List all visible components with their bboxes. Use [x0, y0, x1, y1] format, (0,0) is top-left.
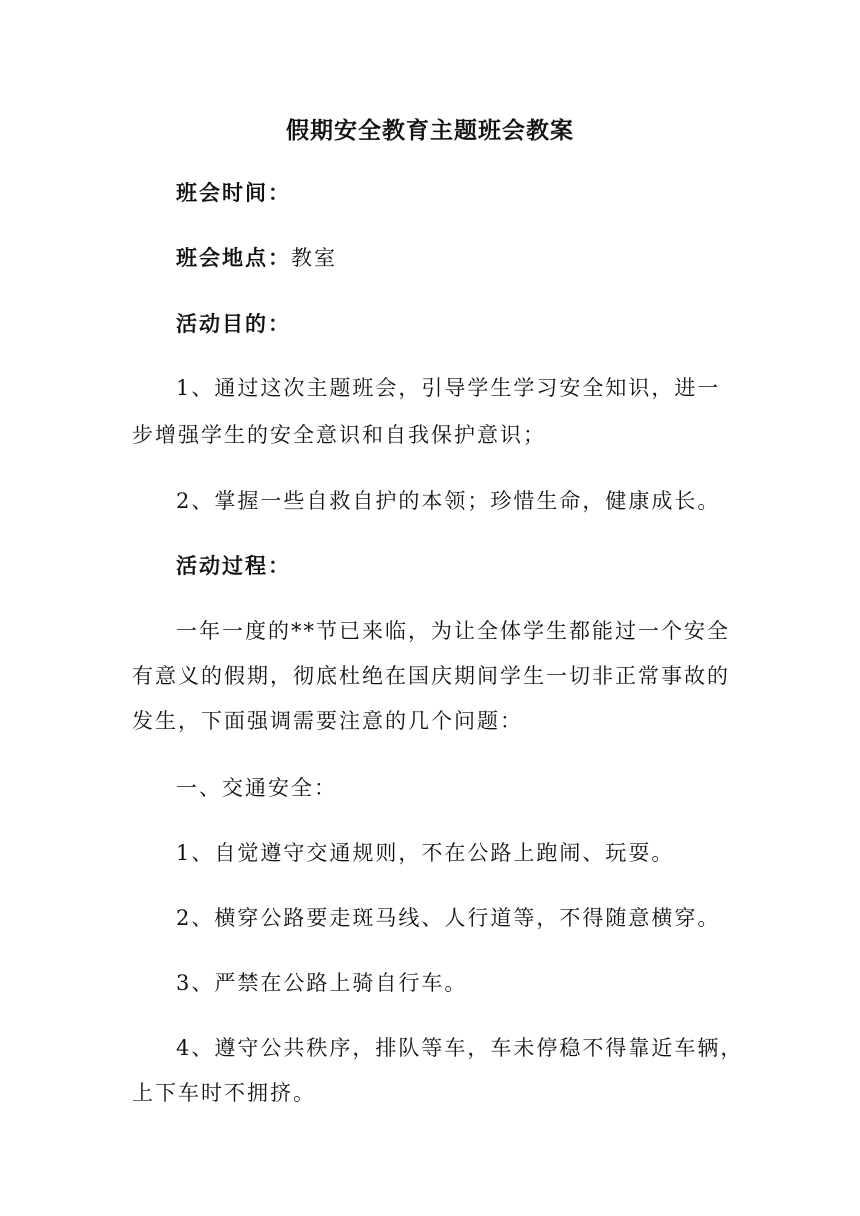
- intro-paragraph-line-3: 发生，下面强调需要注意的几个问题：: [132, 709, 523, 733]
- meeting-time-label: 班会时间：: [176, 180, 291, 205]
- traffic-rule-3: 3、严禁在公路上骑自行车。: [176, 971, 468, 995]
- purpose-heading: 活动目的：: [176, 311, 291, 336]
- traffic-rule-4-line-1: 4、遵守公共秩序，排队等车，车未停稳不得靠近车辆，: [176, 1036, 744, 1060]
- traffic-rule-1: 1、自觉遵守交通规则，不在公路上跑闹、玩耍。: [176, 841, 675, 865]
- meeting-place-label: 班会地点：: [176, 245, 291, 270]
- purpose-item-1-line-2: 步增强学生的安全意识和自我保护意识；: [132, 423, 546, 447]
- section-1-heading: 一、交通安全：: [176, 776, 337, 800]
- meeting-place-row: [132, 241, 776, 275]
- purpose-item-1-line-1: 1、通过这次主题班会，引导学生学习安全知识，进一: [176, 376, 721, 400]
- document-title: 假期安全教育主题班会教案: [286, 117, 574, 144]
- intro-paragraph-line-1: 一年一度的**节已来临，为让全体学生都能过一个安全: [176, 619, 730, 643]
- intro-paragraph-line-2: 有意义的假期，彻底杜绝在国庆期间学生一切非正常事故的: [132, 664, 730, 688]
- traffic-rule-2: 2、横穿公路要走斑马线、人行道等，不得随意横穿。: [176, 906, 721, 930]
- meeting-place-value: 教室: [291, 246, 337, 270]
- process-heading: 活动过程：: [176, 553, 291, 578]
- traffic-rule-4-line-2: 上下车时不拥挤。: [132, 1081, 316, 1105]
- purpose-item-2: 2、掌握一些自救自护的本领；珍惜生命，健康成长。: [176, 489, 721, 513]
